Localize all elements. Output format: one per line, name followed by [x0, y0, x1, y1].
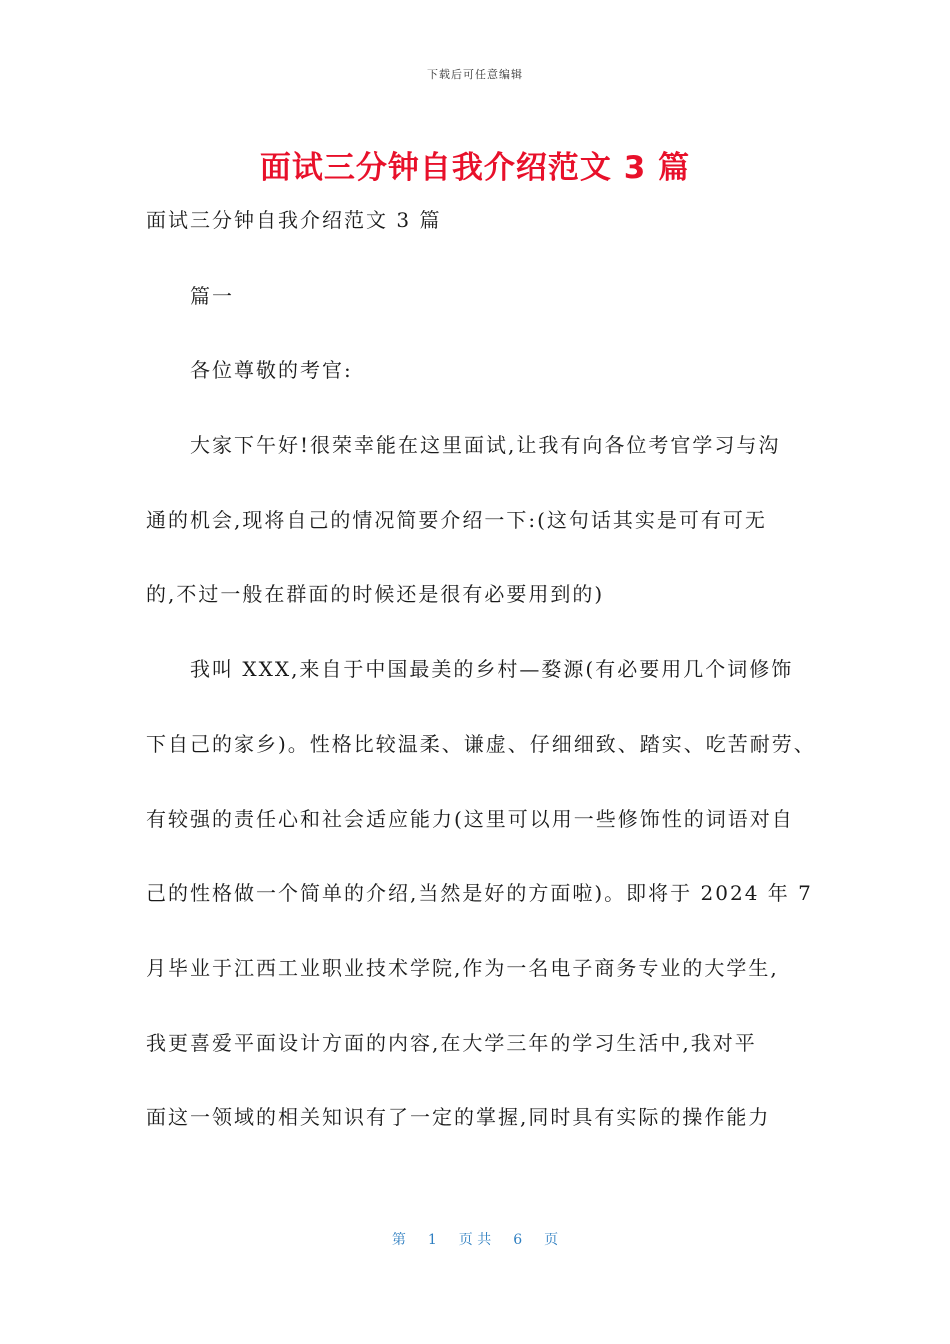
footer-suffix: 页 [544, 1232, 559, 1248]
greeting-line: 各位尊敬的考官: [190, 358, 353, 382]
section-heading: 篇一 [190, 284, 234, 308]
paragraph-line: 我更喜爱平面设计方面的内容,在大学三年的学习生活中,我对平 [146, 1031, 757, 1055]
footer-middle: 页 共 [458, 1232, 492, 1248]
paragraph-line: 我叫 XXX,来自于中国最美的乡村—婺源(有必要用几个词修饰 [190, 657, 794, 681]
paragraph-line: 通的机会,现将自己的情况简要介绍一下:(这句话其实是可有可无 [146, 508, 767, 532]
paragraph-line: 大家下午好!很荣幸能在这里面试,让我有向各位考官学习与沟 [190, 433, 781, 457]
paragraph-line: 月毕业于江西工业职业技术学院,作为一名电子商务专业的大学生, [146, 956, 779, 980]
header-note: 下载后可任意编辑 [427, 68, 523, 81]
document-title: 面试三分钟自我介绍范文 3 篇 [259, 150, 691, 186]
page-footer [0, 1229, 950, 1249]
footer-prefix: 第 [391, 1232, 406, 1248]
paragraph-line: 下自己的家乡)。性格比较温柔、谦虚、仔细细致、踏实、吃苦耐劳、 [146, 732, 816, 756]
total-page-count: 6 [513, 1232, 523, 1248]
document-subtitle: 面试三分钟自我介绍范文 3 篇 [146, 208, 442, 232]
paragraph-line: 己的性格做一个简单的介绍,当然是好的方面啦)。即将于 2024 年 7 [146, 881, 813, 905]
paragraph-line: 面这一领域的相关知识有了一定的掌握,同时具有实际的操作能力 [146, 1105, 771, 1129]
current-page-number: 1 [427, 1232, 437, 1248]
paragraph-line: 有较强的责任心和社会适应能力(这里可以用一些修饰性的词语对自 [146, 807, 794, 831]
paragraph-line: 的,不过一般在群面的时候还是很有必要用到的) [146, 582, 605, 606]
